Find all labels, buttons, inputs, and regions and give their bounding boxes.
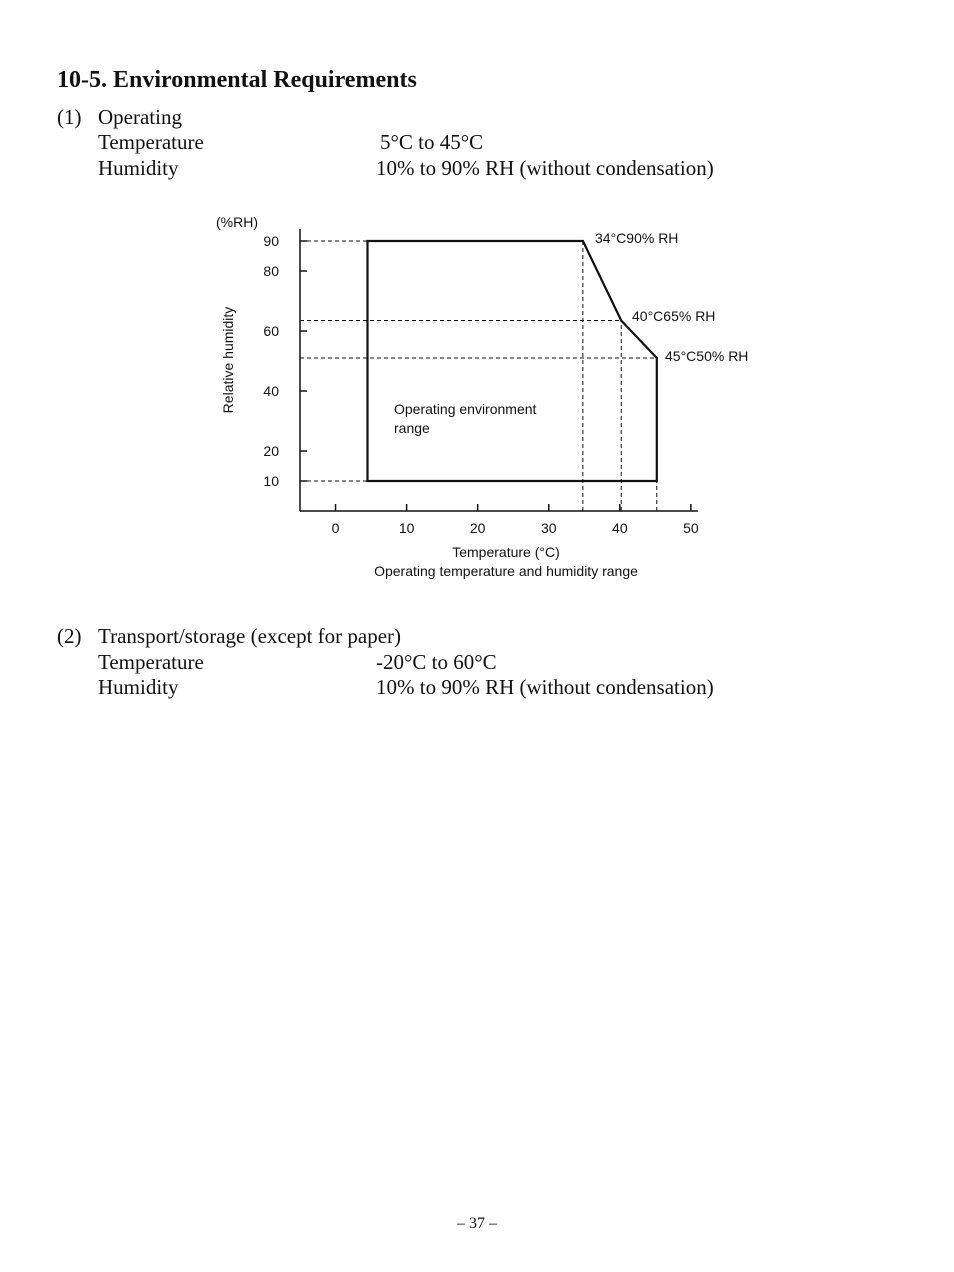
section-title: 10-5. Environmental Requirements [57, 67, 417, 93]
storage-number: (2) [57, 624, 82, 648]
y-tick-label: 10 [263, 473, 279, 489]
y-axis-label: Relative humidity [220, 306, 236, 414]
operating-number: (1) [57, 105, 82, 129]
chart-caption: Operating temperature and humidity range [374, 563, 638, 579]
annotation-34c-90rh: 34°C90% RH [595, 230, 679, 246]
storage-humidity-label: Humidity [98, 675, 179, 699]
storage-temperature-value: -20°C to 60°C [376, 650, 497, 674]
y-tick-label: 20 [263, 443, 279, 459]
y-unit-label: (%RH) [216, 214, 258, 230]
operating-range-chart [0, 0, 954, 620]
operating-humidity-value: 10% to 90% RH (without condensation) [376, 156, 714, 180]
chart-labels [216, 214, 638, 579]
operating-temperature-value: 5°C to 45°C [380, 130, 484, 154]
y-tick-label: 60 [263, 323, 279, 339]
y-tick-label: 80 [263, 263, 279, 279]
chart-annotations [595, 230, 748, 364]
operating-region [368, 241, 657, 481]
chart-ticks [263, 233, 698, 536]
storage-heading: Transport/storage (except for paper) [98, 624, 402, 648]
x-tick-label: 0 [331, 520, 340, 536]
operating-humidity-label: Humidity [98, 156, 179, 180]
page-number: – 37 – [457, 1215, 497, 1232]
annotation-45c-50rh: 45°C50% RH [665, 348, 749, 364]
x-tick-label: 20 [469, 520, 486, 536]
annotation-40c-65rh: 40°C65% RH [632, 308, 716, 324]
y-tick-label: 40 [263, 383, 279, 399]
region-label-line2: range [394, 420, 430, 436]
x-tick-label: 30 [540, 520, 557, 536]
region-label-line1: Operating environment [394, 401, 537, 417]
operating-temperature-label: Temperature [98, 130, 204, 154]
x-axis-label: Temperature (°C) [452, 544, 560, 560]
x-tick-label: 50 [683, 520, 699, 536]
x-tick-label: 40 [612, 520, 628, 536]
y-tick-label: 90 [263, 233, 279, 249]
x-tick-label: 10 [398, 520, 415, 536]
operating-region-outline [368, 241, 657, 481]
chart-axes [300, 229, 698, 511]
operating-heading: Operating [98, 105, 182, 129]
storage-humidity-value: 10% to 90% RH (without condensation) [376, 675, 714, 699]
storage-temperature-label: Temperature [98, 650, 204, 674]
